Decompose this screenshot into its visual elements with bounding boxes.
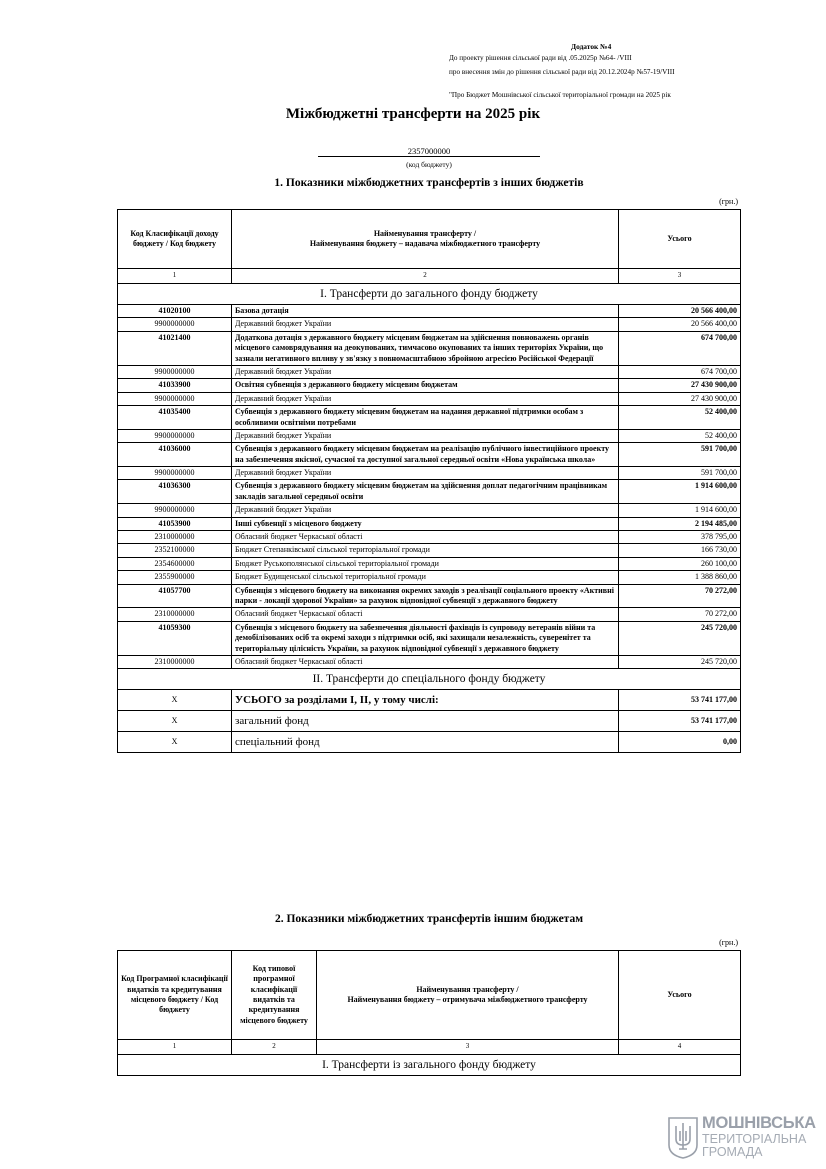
row-code: 9900000000 — [118, 318, 232, 331]
row-code: 9900000000 — [118, 467, 232, 480]
part-1-heading: І. Трансферти до загального фонду бюджету — [118, 284, 741, 305]
table-row — [118, 544, 741, 557]
special-fund-value: 0,00 — [619, 732, 741, 753]
row-name: Обласний бюджет Черкаської області — [232, 655, 619, 668]
total-code: Х — [118, 690, 232, 711]
table-row — [118, 467, 741, 480]
row-name: Державний бюджет України — [232, 365, 619, 378]
table-row — [118, 531, 741, 544]
row-code: 2310000000 — [118, 655, 232, 668]
special-fund-code: Х — [118, 732, 232, 753]
header-total: Усього — [619, 951, 741, 1040]
row-code: 9900000000 — [118, 365, 232, 378]
table-row — [118, 365, 741, 378]
row-code: 2310000000 — [118, 531, 232, 544]
table-row — [118, 608, 741, 621]
part-2-heading: ІІ. Трансферти до спеціального фонду бюджету — [118, 669, 741, 690]
row-code: 9900000000 — [118, 429, 232, 442]
row-total: 166 730,00 — [619, 544, 741, 557]
table-row — [118, 305, 741, 318]
header-program-code: Код Програмної класифікації видатків та кредитування місцевого бюджету / Код бюджету — [118, 951, 232, 1040]
header-line-3: "Про Бюджет Мошнівської сільської територіальної громади на 2025 рік — [449, 91, 671, 99]
table-row — [118, 655, 741, 668]
budget-code-caption: (код бюджету) — [406, 160, 452, 169]
incoming-transfers-table — [117, 209, 741, 753]
row-code: 2355900000 — [118, 571, 232, 584]
part-1-header-row — [118, 284, 741, 305]
header-typical-code: Код типової програмної класифікації видатків та кредитування місцевого бюджету — [232, 951, 317, 1040]
row-name: Субвенція з державного бюджету місцевим бюджетам на надання державної підтримки особам з особливими освітніми потребами — [232, 406, 619, 430]
row-total: 1 388 860,00 — [619, 571, 741, 584]
row-total: 70 272,00 — [619, 608, 741, 621]
general-fund-code: Х — [118, 711, 232, 732]
row-name: Державний бюджет України — [232, 429, 619, 442]
general-fund-label: загальний фонд — [232, 711, 619, 732]
row-code: 2354600000 — [118, 557, 232, 570]
column-number: 1 — [118, 1040, 232, 1055]
table-row — [118, 392, 741, 405]
row-total: 1 914 600,00 — [619, 480, 741, 504]
table-row — [118, 443, 741, 467]
row-name: Державний бюджет України — [232, 392, 619, 405]
header-total: Усього — [619, 210, 741, 269]
totals-row — [118, 690, 741, 711]
section-1-unit: (грн.) — [719, 197, 738, 206]
row-name: Державний бюджет України — [232, 504, 619, 517]
general-fund-value: 53 741 177,00 — [619, 711, 741, 732]
logo-text-line1: МОШНІВСЬКА — [702, 1114, 816, 1132]
row-name: Бюджет Степанківської сільської територіальної громади — [232, 544, 619, 557]
header-line-1: До проекту рішення сільської ради від .05.2025р №64- /VIII — [449, 54, 632, 62]
row-total: 591 700,00 — [619, 443, 741, 467]
table-row — [118, 584, 741, 608]
special-fund-label: спеціальний фонд — [232, 732, 619, 753]
row-code: 41021400 — [118, 331, 232, 365]
row-code: 41057700 — [118, 584, 232, 608]
row-name: Освітня субвенція з державного бюджету місцевим бюджетам — [232, 379, 619, 392]
row-name: Субвенція з державного бюджету місцевим бюджетам на реалізацію публічного інвестиційного проекту на забезпечення якісної, сучасної та доступної загальної середньої освіти «Нова українська школа» — [232, 443, 619, 467]
row-total: 674 700,00 — [619, 365, 741, 378]
row-total: 70 272,00 — [619, 584, 741, 608]
column-number: 1 — [118, 269, 232, 284]
section-1-title: 1. Показники міжбюджетних трансфертів з інших бюджетів — [274, 177, 584, 189]
row-code: 41036000 — [118, 443, 232, 467]
special-fund-row — [118, 732, 741, 753]
row-total: 245 720,00 — [619, 621, 741, 655]
community-logo — [668, 1113, 816, 1161]
budget-code-underline — [318, 156, 540, 157]
row-total: 674 700,00 — [619, 331, 741, 365]
row-name: Державний бюджет України — [232, 318, 619, 331]
logo-text-line3: ГРОМАДА — [702, 1145, 763, 1159]
general-fund-row — [118, 711, 741, 732]
trident-emblem-icon — [668, 1117, 698, 1159]
section-2-unit: (грн.) — [719, 938, 738, 947]
part-1-header-row — [118, 1055, 741, 1076]
header-transfer-name — [317, 951, 619, 1040]
row-name: Базова дотація — [232, 305, 619, 318]
row-code: 41020100 — [118, 305, 232, 318]
header-code: Код Класифікації доходу бюджету / Код бюджету — [118, 210, 232, 269]
row-name: Субвенція з державного бюджету місцевим бюджетам на здійснення доплат педагогічним працівникам закладів загальної середньої освіти — [232, 480, 619, 504]
row-name: Державний бюджет України — [232, 467, 619, 480]
row-total: 20 566 400,00 — [619, 318, 741, 331]
row-name: Обласний бюджет Черкаської області — [232, 608, 619, 621]
row-code: 2310000000 — [118, 608, 232, 621]
row-code: 2352100000 — [118, 544, 232, 557]
header-line-2: про внесення змін до рішення сільської ради від 20.12.2024р №57-19/VIII — [449, 68, 675, 76]
header-name-line1: Найменування трансферту / — [373, 228, 477, 238]
header-name — [232, 210, 619, 269]
row-code: 41059300 — [118, 621, 232, 655]
row-total: 27 430 900,00 — [619, 379, 741, 392]
row-code: 9900000000 — [118, 392, 232, 405]
row-name: Бюджет Будищенської сільської територіальної громади — [232, 571, 619, 584]
row-name: Інші субвенції з місцевого бюджету — [232, 517, 619, 530]
header-transfer-line2: Найменування бюджету – отримувача міжбюджетного трансферту — [347, 995, 588, 1004]
row-name: Додаткова дотація з державного бюджету місцевим бюджетам на здійснення повноважень органів місцевого самоврядування на деокупованих, тимчасово окупованих та інших територіях України, що зазнали негативного впливу у зв'язку з повномасштабною збройною агресією Російської Федерації — [232, 331, 619, 365]
total-label: УСЬОГО за розділами І, ІІ, у тому числі: — [232, 690, 619, 711]
header-transfer-line1: Найменування трансферту / — [416, 984, 519, 994]
row-name: Субвенція з місцевого бюджету на виконання окремих заходів з реалізації соціального проекту «Активні парки - локації здорової України» за рахунок відповідної субвенції з державного бюджету — [232, 584, 619, 608]
row-total: 2 194 485,00 — [619, 517, 741, 530]
column-number: 3 — [619, 269, 741, 284]
row-total: 52 400,00 — [619, 406, 741, 430]
row-total: 20 566 400,00 — [619, 305, 741, 318]
row-code: 41036300 — [118, 480, 232, 504]
section-2-title: 2. Показники міжбюджетних трансфертів іншим бюджетам — [274, 913, 584, 925]
header-name-line2: Найменування бюджету – надавача міжбюджетного трансферту — [309, 239, 541, 248]
row-total: 1 914 600,00 — [619, 504, 741, 517]
column-number-row — [118, 1040, 741, 1055]
appendix-label: Додаток №4 — [571, 42, 612, 51]
row-total: 52 400,00 — [619, 429, 741, 442]
table-2-header-row — [118, 951, 741, 1040]
row-code: 9900000000 — [118, 504, 232, 517]
table-row — [118, 480, 741, 504]
total-value: 53 741 177,00 — [619, 690, 741, 711]
row-code: 41035400 — [118, 406, 232, 430]
part-1-heading: І. Трансферти із загального фонду бюджету — [118, 1055, 741, 1076]
row-total: 378 795,00 — [619, 531, 741, 544]
table-row — [118, 331, 741, 365]
logo-text-line2: ТЕРИТОРІАЛЬНА — [702, 1132, 807, 1146]
column-number: 3 — [317, 1040, 619, 1055]
row-name: Обласний бюджет Черкаської області — [232, 531, 619, 544]
row-total: 260 100,00 — [619, 557, 741, 570]
column-number: 2 — [232, 269, 619, 284]
column-number-row — [118, 269, 741, 284]
row-total: 591 700,00 — [619, 467, 741, 480]
part-2-header-row — [118, 669, 741, 690]
table-row — [118, 517, 741, 530]
column-number: 4 — [619, 1040, 741, 1055]
row-name: Субвенція з місцевого бюджету на забезпечення діяльності фахівців із супроводу ветеранів війни та демобілізованих осіб та окремі заходи з підтримки осіб, які захищали незалежність, суверенітет та територіальну цілісність України, за рахунок відповідної субвенції з державного бюджету — [232, 621, 619, 655]
table-row — [118, 429, 741, 442]
table-row — [118, 621, 741, 655]
row-code: 41053900 — [118, 517, 232, 530]
row-total: 27 430 900,00 — [619, 392, 741, 405]
table-header-row — [118, 210, 741, 269]
outgoing-transfers-table — [117, 950, 741, 1076]
row-name: Бюджет Руськополянської сільської територіальної громади — [232, 557, 619, 570]
table-row — [118, 504, 741, 517]
row-code: 41033900 — [118, 379, 232, 392]
table-row — [118, 379, 741, 392]
table-row — [118, 571, 741, 584]
budget-code: 2357000000 — [407, 146, 451, 156]
table-row — [118, 557, 741, 570]
column-number: 2 — [232, 1040, 317, 1055]
table-row — [118, 406, 741, 430]
row-total: 245 720,00 — [619, 655, 741, 668]
table-row — [118, 318, 741, 331]
document-title: Міжбюджетні трансферти на 2025 рік — [285, 106, 541, 122]
